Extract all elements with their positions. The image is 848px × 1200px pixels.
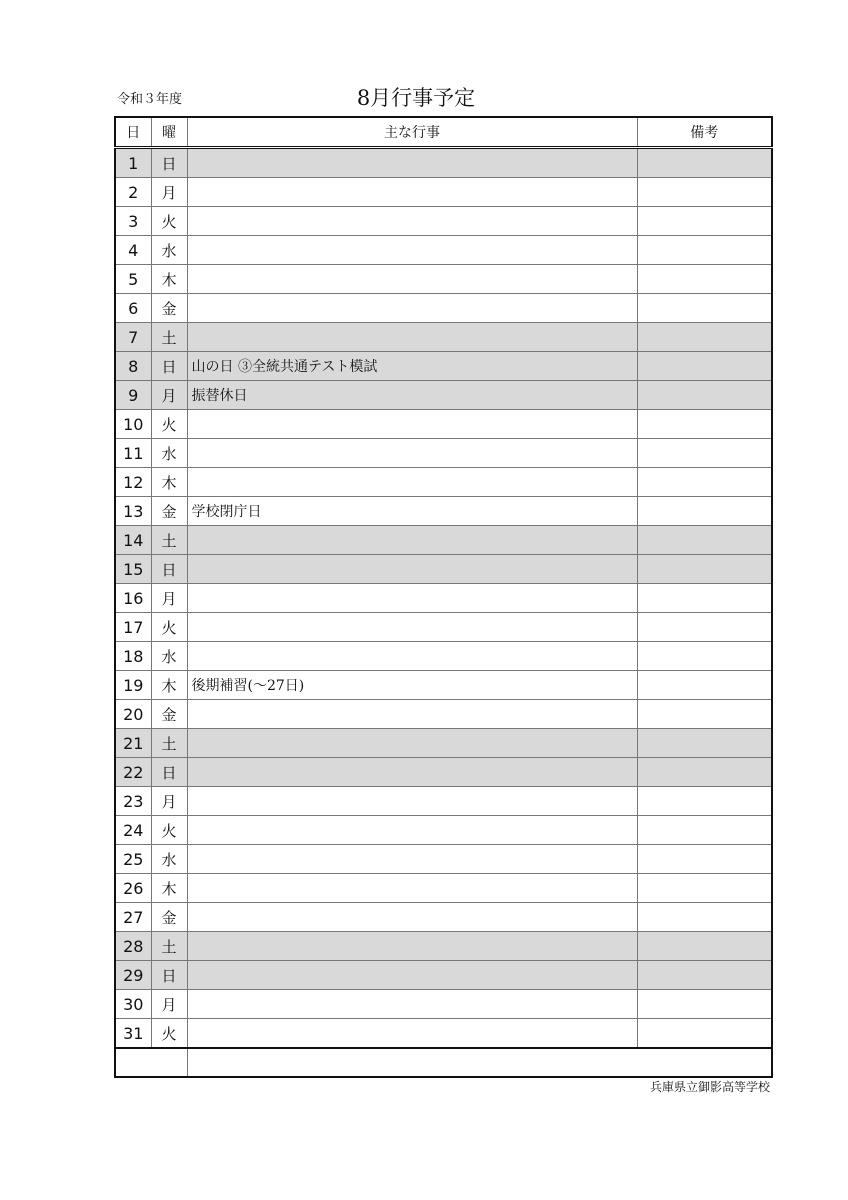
note-cell bbox=[637, 990, 772, 1019]
day-cell: 30 bbox=[115, 990, 151, 1019]
weekday-cell: 土 bbox=[151, 323, 187, 352]
column-header-day: 日 bbox=[115, 117, 151, 148]
weekday-cell: 月 bbox=[151, 787, 187, 816]
day-cell: 9 bbox=[115, 381, 151, 410]
weekday-cell: 金 bbox=[151, 700, 187, 729]
blank-footer-cell-left bbox=[115, 1048, 187, 1077]
weekday-cell: 金 bbox=[151, 497, 187, 526]
day-cell: 21 bbox=[115, 729, 151, 758]
table-row bbox=[115, 323, 772, 352]
day-cell: 23 bbox=[115, 787, 151, 816]
event-cell bbox=[187, 613, 637, 642]
weekday-cell: 土 bbox=[151, 526, 187, 555]
table-row bbox=[115, 381, 772, 410]
weekday-cell: 土 bbox=[151, 932, 187, 961]
weekday-cell: 火 bbox=[151, 410, 187, 439]
day-cell: 27 bbox=[115, 903, 151, 932]
table-row bbox=[115, 642, 772, 671]
day-cell: 24 bbox=[115, 816, 151, 845]
weekday-cell: 日 bbox=[151, 758, 187, 787]
note-cell bbox=[637, 671, 772, 700]
day-cell: 31 bbox=[115, 1019, 151, 1049]
note-cell bbox=[637, 845, 772, 874]
note-cell bbox=[637, 526, 772, 555]
table-row bbox=[115, 236, 772, 265]
day-cell: 17 bbox=[115, 613, 151, 642]
event-cell bbox=[187, 700, 637, 729]
table-row bbox=[115, 584, 772, 613]
table-row bbox=[115, 961, 772, 990]
event-cell bbox=[187, 990, 637, 1019]
table-row bbox=[115, 207, 772, 236]
day-cell: 16 bbox=[115, 584, 151, 613]
column-header-weekday: 曜 bbox=[151, 117, 187, 148]
note-cell bbox=[637, 903, 772, 932]
table-row bbox=[115, 845, 772, 874]
event-cell bbox=[187, 265, 637, 294]
note-cell bbox=[637, 294, 772, 323]
event-cell bbox=[187, 787, 637, 816]
day-cell: 2 bbox=[115, 178, 151, 207]
event-cell bbox=[187, 207, 637, 236]
note-cell bbox=[637, 265, 772, 294]
table-row bbox=[115, 439, 772, 468]
note-cell bbox=[637, 874, 772, 903]
weekday-cell: 土 bbox=[151, 729, 187, 758]
weekday-cell: 月 bbox=[151, 584, 187, 613]
table-row bbox=[115, 990, 772, 1019]
note-cell bbox=[637, 497, 772, 526]
weekday-cell: 水 bbox=[151, 845, 187, 874]
day-cell: 13 bbox=[115, 497, 151, 526]
table-row bbox=[115, 178, 772, 207]
event-cell bbox=[187, 178, 637, 207]
table-row bbox=[115, 816, 772, 845]
event-cell bbox=[187, 874, 637, 903]
day-cell: 15 bbox=[115, 555, 151, 584]
day-cell: 8 bbox=[115, 352, 151, 381]
day-cell: 19 bbox=[115, 671, 151, 700]
weekday-cell: 木 bbox=[151, 671, 187, 700]
weekday-cell: 火 bbox=[151, 1019, 187, 1049]
event-cell bbox=[187, 439, 637, 468]
note-cell bbox=[637, 236, 772, 265]
note-cell bbox=[637, 410, 772, 439]
page-title-text: 8月行事予定 bbox=[356, 86, 476, 110]
note-cell bbox=[637, 352, 772, 381]
table-row bbox=[115, 700, 772, 729]
event-cell bbox=[187, 642, 637, 671]
weekday-cell: 火 bbox=[151, 816, 187, 845]
event-cell bbox=[187, 816, 637, 845]
weekday-cell: 日 bbox=[151, 555, 187, 584]
day-cell: 10 bbox=[115, 410, 151, 439]
table-row bbox=[115, 294, 772, 323]
note-cell bbox=[637, 700, 772, 729]
table-row bbox=[115, 874, 772, 903]
event-schedule-table bbox=[114, 116, 773, 1078]
weekday-cell: 木 bbox=[151, 874, 187, 903]
note-cell bbox=[637, 787, 772, 816]
event-cell bbox=[187, 410, 637, 439]
day-cell: 1 bbox=[115, 148, 151, 178]
table-row bbox=[115, 526, 772, 555]
blank-footer-row bbox=[115, 1048, 772, 1077]
note-cell bbox=[637, 584, 772, 613]
school-name: 兵庫県立御影高等学校 bbox=[649, 1080, 770, 1094]
day-cell: 5 bbox=[115, 265, 151, 294]
table-row bbox=[115, 265, 772, 294]
event-cell bbox=[187, 294, 637, 323]
weekday-cell: 日 bbox=[151, 352, 187, 381]
weekday-cell: 金 bbox=[151, 294, 187, 323]
event-cell bbox=[187, 555, 637, 584]
table-row bbox=[115, 903, 772, 932]
day-cell: 4 bbox=[115, 236, 151, 265]
column-header-notes: 備考 bbox=[637, 117, 772, 148]
table-row bbox=[115, 758, 772, 787]
weekday-cell: 火 bbox=[151, 613, 187, 642]
note-cell bbox=[637, 468, 772, 497]
note-cell bbox=[637, 613, 772, 642]
event-cell: 後期補習(～27日) bbox=[187, 671, 637, 700]
event-cell bbox=[187, 1019, 637, 1049]
weekday-cell: 木 bbox=[151, 265, 187, 294]
note-cell bbox=[637, 148, 772, 178]
event-cell bbox=[187, 758, 637, 787]
table-row bbox=[115, 932, 772, 961]
note-cell bbox=[637, 932, 772, 961]
event-cell: 振替休日 bbox=[187, 381, 637, 410]
weekday-cell: 木 bbox=[151, 468, 187, 497]
weekday-cell: 月 bbox=[151, 178, 187, 207]
weekday-cell: 月 bbox=[151, 381, 187, 410]
event-cell bbox=[187, 323, 637, 352]
table-row bbox=[115, 613, 772, 642]
day-cell: 6 bbox=[115, 294, 151, 323]
event-cell: 学校閉庁日 bbox=[187, 497, 637, 526]
table-row bbox=[115, 671, 772, 700]
weekday-cell: 日 bbox=[151, 148, 187, 178]
table-row bbox=[115, 352, 772, 381]
note-cell bbox=[637, 323, 772, 352]
table-row bbox=[115, 468, 772, 497]
event-cell: 山の日 ③全統共通テスト模試 bbox=[187, 352, 637, 381]
table-row bbox=[115, 148, 772, 178]
event-cell bbox=[187, 468, 637, 497]
note-cell bbox=[637, 758, 772, 787]
day-cell: 3 bbox=[115, 207, 151, 236]
weekday-cell: 金 bbox=[151, 903, 187, 932]
event-cell bbox=[187, 584, 637, 613]
table-row bbox=[115, 1019, 772, 1049]
note-cell bbox=[637, 207, 772, 236]
note-cell bbox=[637, 1019, 772, 1049]
day-cell: 7 bbox=[115, 323, 151, 352]
day-cell: 28 bbox=[115, 932, 151, 961]
day-cell: 26 bbox=[115, 874, 151, 903]
day-cell: 25 bbox=[115, 845, 151, 874]
day-cell: 29 bbox=[115, 961, 151, 990]
note-cell bbox=[637, 555, 772, 584]
note-cell bbox=[637, 642, 772, 671]
note-cell bbox=[637, 439, 772, 468]
column-header-events: 主な行事 bbox=[187, 117, 637, 148]
event-cell bbox=[187, 845, 637, 874]
table-footer bbox=[115, 1048, 772, 1077]
weekday-cell: 水 bbox=[151, 236, 187, 265]
table-row bbox=[115, 410, 772, 439]
note-cell bbox=[637, 729, 772, 758]
event-cell bbox=[187, 148, 637, 178]
note-cell bbox=[637, 178, 772, 207]
note-cell bbox=[637, 816, 772, 845]
weekday-cell: 水 bbox=[151, 439, 187, 468]
fiscal-year-label: 令和３年度 bbox=[117, 92, 183, 107]
day-cell: 14 bbox=[115, 526, 151, 555]
event-cell bbox=[187, 236, 637, 265]
weekday-cell: 日 bbox=[151, 961, 187, 990]
event-cell bbox=[187, 932, 637, 961]
weekday-cell: 月 bbox=[151, 990, 187, 1019]
weekday-cell: 火 bbox=[151, 207, 187, 236]
table-body bbox=[115, 148, 772, 1049]
event-cell bbox=[187, 961, 637, 990]
day-cell: 11 bbox=[115, 439, 151, 468]
weekday-cell: 水 bbox=[151, 642, 187, 671]
table-row bbox=[115, 497, 772, 526]
table-header bbox=[115, 117, 772, 148]
table-row bbox=[115, 555, 772, 584]
event-cell bbox=[187, 903, 637, 932]
table-row bbox=[115, 729, 772, 758]
day-cell: 22 bbox=[115, 758, 151, 787]
day-cell: 12 bbox=[115, 468, 151, 497]
header-row bbox=[115, 117, 772, 148]
day-cell: 20 bbox=[115, 700, 151, 729]
page-title bbox=[0, 82, 848, 112]
note-cell bbox=[637, 961, 772, 990]
blank-footer-cell-right bbox=[187, 1048, 772, 1077]
event-cell bbox=[187, 526, 637, 555]
event-cell bbox=[187, 729, 637, 758]
table-row bbox=[115, 787, 772, 816]
note-cell bbox=[637, 381, 772, 410]
day-cell: 18 bbox=[115, 642, 151, 671]
